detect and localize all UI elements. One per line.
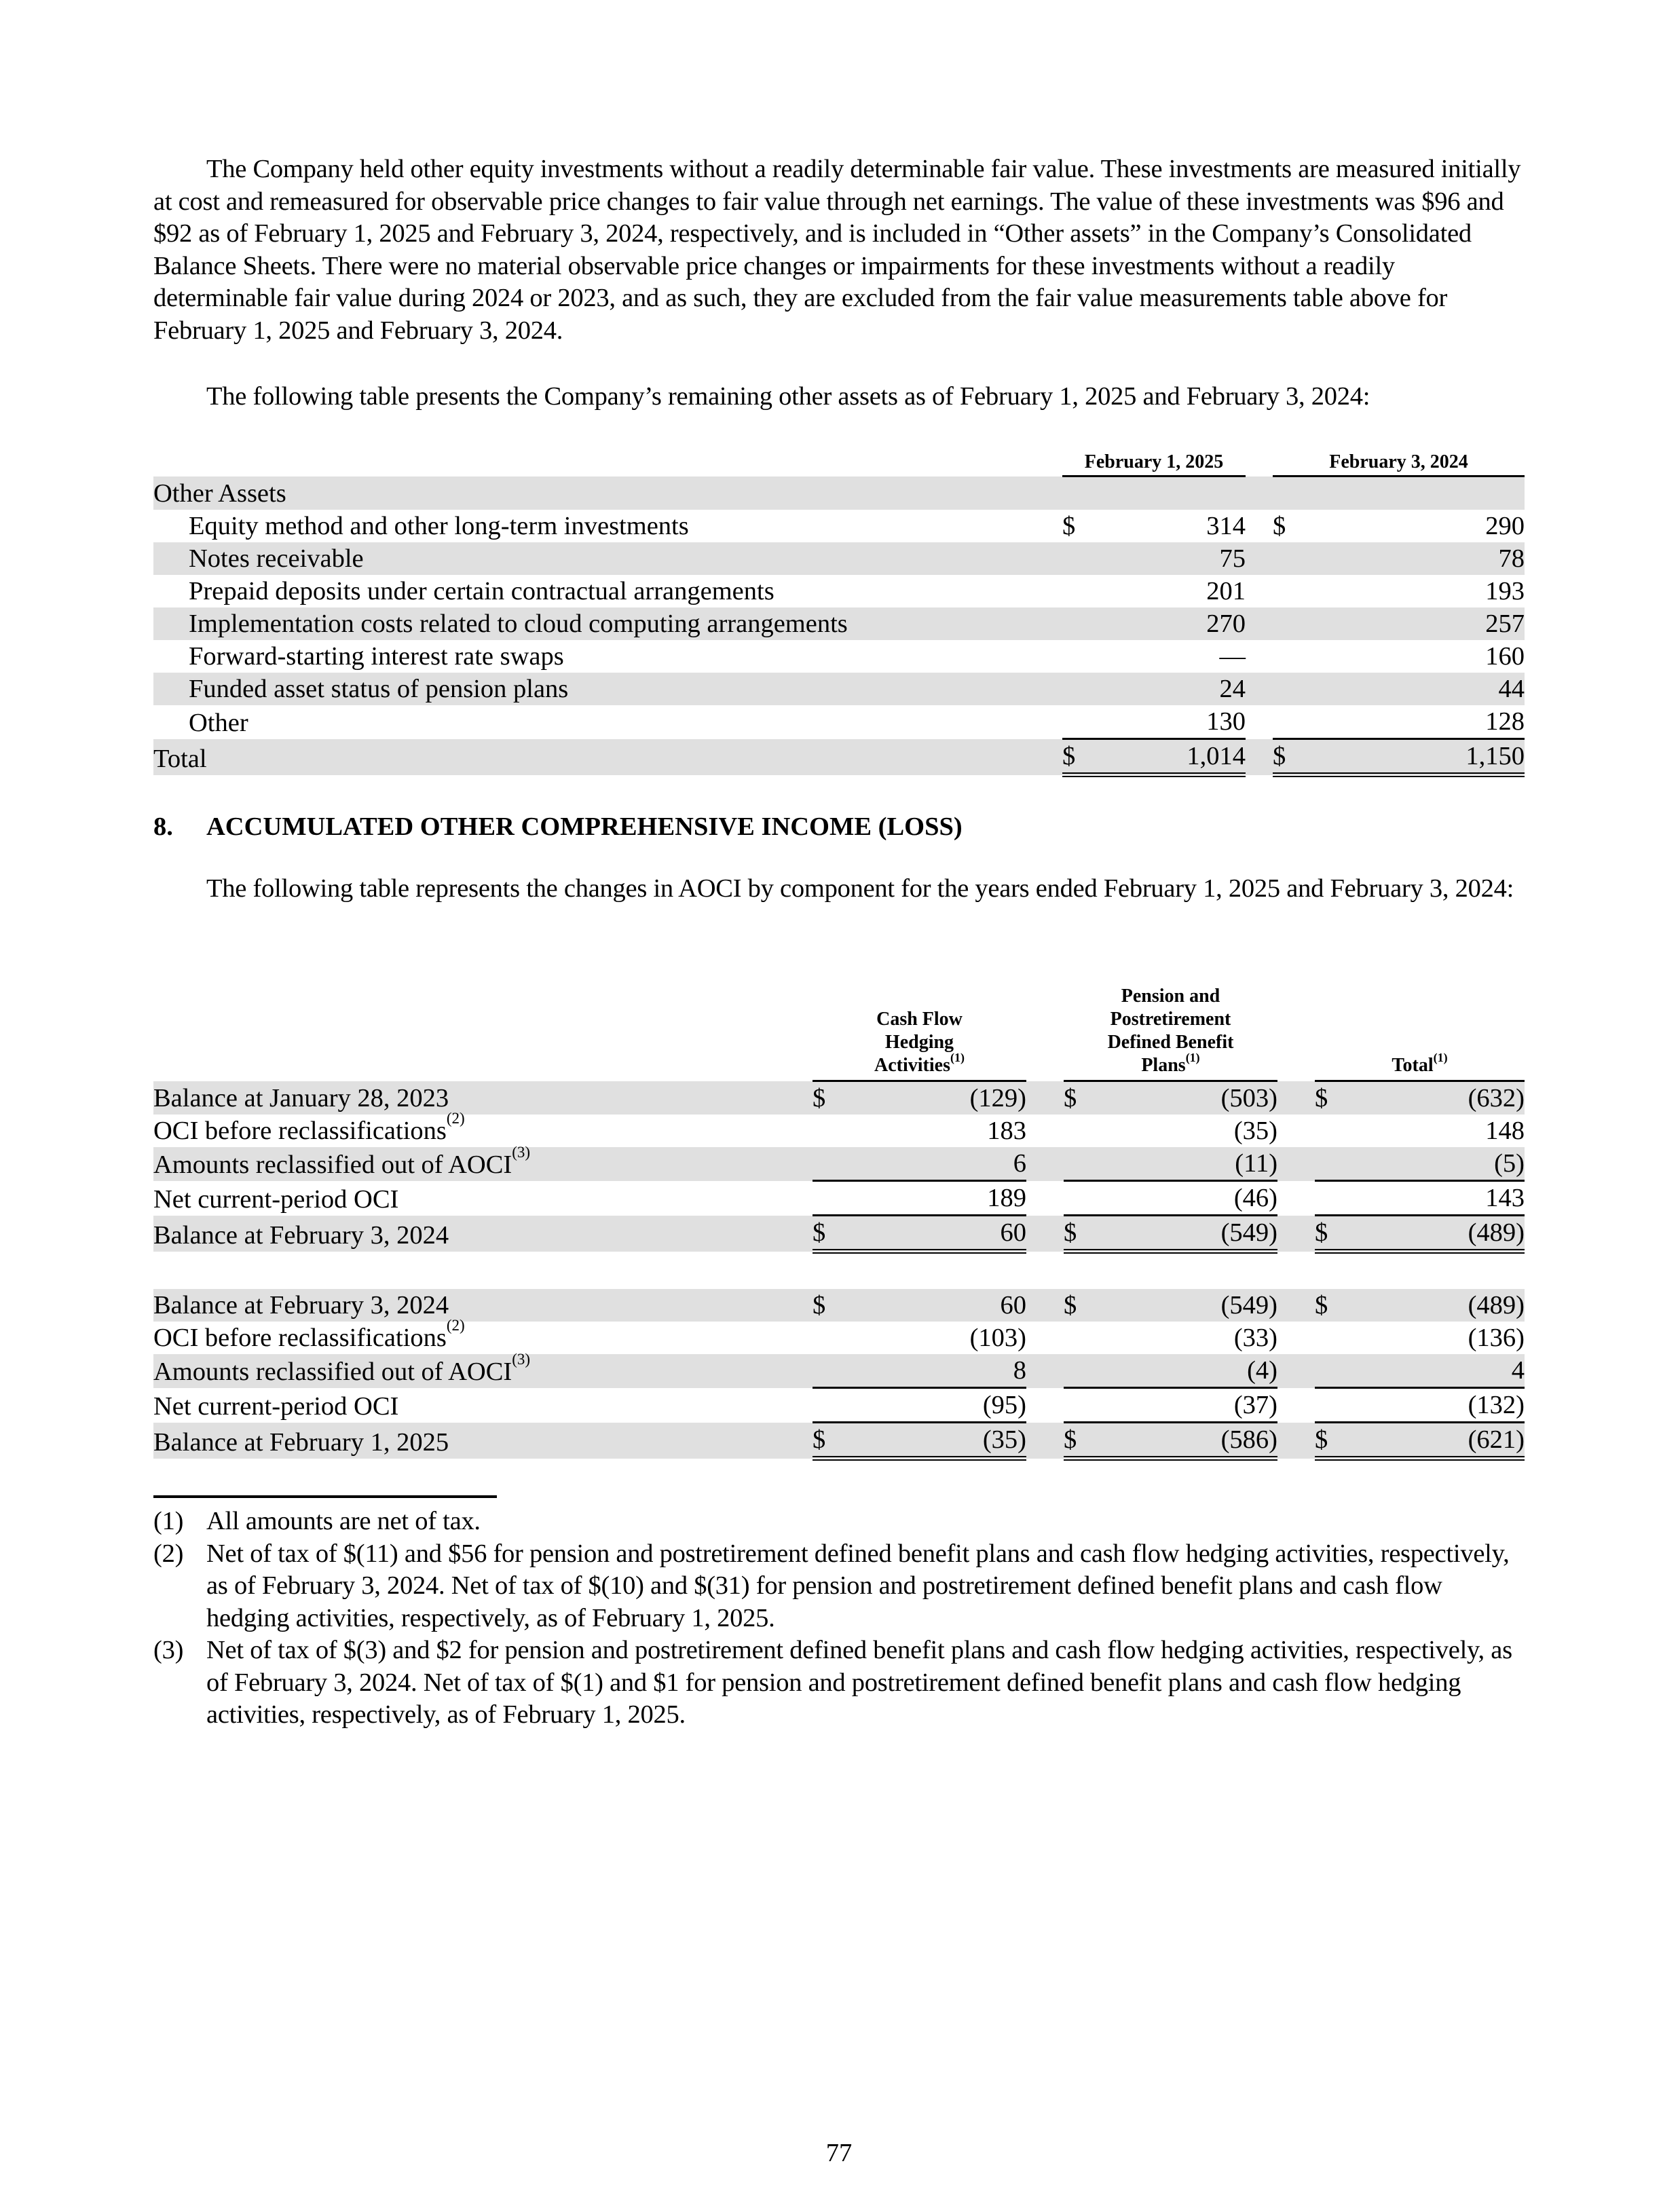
- gap-cell: [1277, 1322, 1315, 1354]
- group-row: [153, 476, 1525, 510]
- value-2025: 314: [1206, 512, 1246, 540]
- dollar-sign: $: [813, 1081, 833, 1115]
- superscript-note: (3): [512, 1143, 531, 1161]
- dollar-sign: [1273, 705, 1293, 739]
- value-cash-flow: 189: [833, 1181, 1026, 1216]
- footnote-text: Net of tax of $(11) and $56 for pension and postretirement defined benefit plans and cash flow hedging activities, respectively, as of February 3, 2024. Net of tax of $(10) and $(31) for pension and postretirement defined benefit plans and cash flow hedging activities, respectively, as of February 1, 2025.: [206, 1539, 1510, 1632]
- aoci-header-row: [153, 985, 1525, 1081]
- dollar-sign: $: [1315, 1423, 1335, 1459]
- value-total: (489): [1335, 1289, 1525, 1322]
- dollar-sign: [1315, 1181, 1335, 1216]
- value-2025: 24: [1083, 673, 1246, 705]
- value-2024: 160: [1485, 642, 1525, 671]
- value-pension: (549): [1084, 1216, 1277, 1252]
- superscript-note: (2): [446, 1110, 465, 1127]
- value-total: (632): [1335, 1081, 1525, 1115]
- value-cash-flow: 60: [833, 1216, 1026, 1252]
- dollar-sign: [1062, 640, 1083, 673]
- dollar-sign: [1062, 575, 1083, 607]
- gap-cell: [1026, 1322, 1064, 1354]
- dollar-sign: [1064, 1322, 1084, 1354]
- table-row: [153, 1289, 1525, 1322]
- footnote-marker: (3): [153, 1636, 184, 1664]
- row-label: Funded asset status of pension plans: [153, 673, 1062, 705]
- row-label: Net current-period OCI: [153, 1391, 399, 1421]
- gap-cell: [1277, 1289, 1315, 1322]
- table-row: [153, 607, 1525, 640]
- table-row: [153, 575, 1525, 607]
- table-row: [153, 1147, 1525, 1181]
- dollar-sign: [1062, 607, 1083, 640]
- dollar-sign: $: [1273, 739, 1293, 775]
- row-label: Balance at February 1, 2025: [153, 1423, 813, 1459]
- table-header-row: [153, 447, 1525, 476]
- value-pension: (503): [1084, 1081, 1277, 1115]
- superscript-note: (2): [446, 1317, 465, 1334]
- footnote-divider: [153, 1495, 497, 1498]
- other-assets-table: [153, 447, 1525, 777]
- value-total: (621): [1335, 1423, 1525, 1459]
- table-row: [153, 510, 1525, 542]
- dollar-sign: $: [1315, 1289, 1335, 1322]
- dollar-sign: [1273, 673, 1293, 705]
- dollar-sign: [813, 1388, 833, 1423]
- value-2025: 130: [1083, 705, 1246, 739]
- value-pension: (586): [1084, 1423, 1277, 1459]
- group-label: Other Assets: [153, 476, 1062, 510]
- row-label: Equity method and other long-term investments: [189, 512, 689, 540]
- gap-cell: [1246, 575, 1273, 607]
- dollar-sign: $: [1064, 1216, 1084, 1252]
- row-label: Forward-starting interest rate swaps: [189, 642, 564, 671]
- table-row: [153, 542, 1525, 575]
- dollar-sign: $: [1062, 512, 1076, 540]
- value-2024: 78: [1293, 542, 1525, 575]
- gap-cell: [1277, 1216, 1315, 1252]
- dollar-sign: [813, 1147, 833, 1181]
- table-row: [153, 640, 1525, 673]
- gap-cell: [1026, 1388, 1064, 1423]
- dollar-sign: [1062, 705, 1083, 739]
- value-2025: 75: [1083, 542, 1246, 575]
- value-cash-flow: 6: [833, 1147, 1026, 1181]
- gap-cell: [1026, 1115, 1064, 1147]
- col-header-cash-flow-hedging: Cash Flow Hedging Activities$^{(1)}$: [813, 985, 1026, 1081]
- row-label: OCI before reclassifications$^{(2)}$: [153, 1110, 465, 1145]
- dollar-sign: $: [1064, 1423, 1084, 1459]
- row-label: Other: [189, 708, 248, 737]
- value-pension: (11): [1084, 1147, 1277, 1181]
- table-row: [153, 1081, 1525, 1115]
- value-2025: 270: [1083, 607, 1246, 640]
- dollar-sign: $: [1064, 1289, 1084, 1322]
- dollar-sign: [1064, 1354, 1084, 1388]
- col-header-feb-2024: February 3, 2024: [1273, 447, 1525, 476]
- value-cash-flow: 60: [833, 1289, 1026, 1322]
- table-row: [153, 1181, 1525, 1216]
- row-label: Balance at February 3, 2024: [153, 1216, 813, 1252]
- footnote-marker: (1): [153, 1507, 184, 1535]
- dollar-sign: [1273, 640, 1293, 673]
- dollar-sign: [1064, 1388, 1084, 1423]
- dollar-sign: [813, 1354, 833, 1388]
- dollar-sign: [1064, 1115, 1084, 1147]
- row-label: Total: [153, 739, 1062, 775]
- dollar-sign: [1315, 1388, 1335, 1423]
- gap-cell: [1026, 1354, 1064, 1388]
- value-2025: 1,014: [1083, 739, 1246, 775]
- dollar-sign: [813, 1322, 833, 1354]
- value-cash-flow: (35): [833, 1423, 1026, 1459]
- value-2024: 290: [1485, 512, 1525, 540]
- intro-paragraph: The Company held other equity investments without a readily determinable fair value. These investments are measured initially at cost and remeasured for observable price changes to fair value through net earnings. The value of these investments was $96 and $92 as of February 1, 2025 and February 3, 2024, respectively, and is included in “Other assets” in the Company’s Consolidated Balance Sheets. There were no material observable price changes or impairments for these investments without a readily determinable fair value during 2024 or 2023, and as such, they are excluded from the fair value measurements table above for February 1, 2025 and February 3, 2024.: [153, 155, 1521, 345]
- col-header-total: Total$^{(1)}$: [1315, 985, 1525, 1081]
- table-row: [153, 1115, 1525, 1147]
- row-label: Prepaid deposits under certain contractual arrangements: [189, 577, 774, 605]
- value-total: (136): [1468, 1324, 1525, 1352]
- dollar-sign: [1064, 1181, 1084, 1216]
- value-pension: (549): [1084, 1289, 1277, 1322]
- footnote: [153, 1538, 1525, 1635]
- table-row: [153, 1322, 1525, 1354]
- dollar-sign: $: [1315, 1081, 1335, 1115]
- table-row: [153, 1423, 1525, 1459]
- gap-cell: [1277, 1388, 1315, 1423]
- col-header-pension-plans: Pension and Postretirement Defined Benefit Plans$^{(1)}$: [1064, 985, 1277, 1081]
- row-label: OCI before reclassifications$^{(2)}$: [153, 1317, 465, 1352]
- gap-cell: [1246, 673, 1273, 705]
- value-pension: (37): [1084, 1388, 1277, 1423]
- aoci-lead: The following table represents the changes in AOCI by component for the years ended February 1, 2025 and February 3, 2024:: [206, 874, 1514, 903]
- gap-cell: [1246, 705, 1273, 739]
- superscript-note: (1): [1185, 1051, 1200, 1064]
- value-pension: (46): [1084, 1181, 1277, 1216]
- dollar-sign: [813, 1181, 833, 1216]
- superscript-note: (1): [1433, 1051, 1448, 1064]
- footnotes: [153, 1505, 1525, 1732]
- row-label: Amounts reclassified out of AOCI$^{(3)}$: [153, 1147, 813, 1181]
- footnote-text: All amounts are net of tax.: [206, 1507, 481, 1535]
- row-label: Amounts reclassified out of AOCI$^{(3)}$: [153, 1354, 813, 1388]
- value-total: (5): [1335, 1147, 1525, 1181]
- section-heading: [153, 810, 963, 843]
- gap-cell: [1026, 1216, 1064, 1252]
- value-2024: 128: [1293, 705, 1525, 739]
- aoci-table: [153, 985, 1525, 1461]
- section-title: ACCUMULATED OTHER COMPREHENSIVE INCOME (LOSS): [206, 812, 963, 841]
- table-row: [153, 705, 1525, 739]
- value-2024: 1,150: [1293, 739, 1525, 775]
- value-total: (489): [1335, 1216, 1525, 1252]
- superscript-note: (1): [950, 1051, 965, 1064]
- value-2025: —: [1219, 642, 1246, 671]
- row-label: Balance at January 28, 2023: [153, 1081, 813, 1115]
- value-total: 148: [1485, 1117, 1525, 1145]
- gap-cell: [1277, 1081, 1315, 1115]
- gap-cell: [1246, 510, 1273, 542]
- dollar-sign: [1273, 542, 1293, 575]
- value-pension: (4): [1084, 1354, 1277, 1388]
- value-cash-flow: (95): [833, 1388, 1026, 1423]
- value-cash-flow: (103): [969, 1324, 1026, 1352]
- footnote: [153, 1634, 1525, 1732]
- table-row: [153, 1216, 1525, 1252]
- gap-cell: [1246, 607, 1273, 640]
- dollar-sign: [1064, 1147, 1084, 1181]
- gap-cell: [1277, 1115, 1315, 1147]
- value-pension: (35): [1233, 1117, 1278, 1145]
- dollar-sign: $: [1273, 512, 1286, 540]
- value-cash-flow: 183: [987, 1117, 1026, 1145]
- value-2025: 201: [1206, 577, 1246, 605]
- dollar-sign: $: [1064, 1081, 1084, 1115]
- value-total: (132): [1335, 1388, 1525, 1423]
- gap-cell: [1246, 542, 1273, 575]
- dollar-sign: [1062, 673, 1083, 705]
- dollar-sign: [1062, 542, 1083, 575]
- page-number: 77: [825, 2139, 853, 2167]
- gap-cell: [1026, 1423, 1064, 1459]
- dollar-sign: [1315, 1354, 1335, 1388]
- footnote-marker: (2): [153, 1539, 184, 1568]
- dollar-sign: [1273, 607, 1293, 640]
- total-row: [153, 739, 1525, 775]
- dollar-sign: $: [1315, 1216, 1335, 1252]
- gap-cell: [1277, 1423, 1315, 1459]
- gap-cell: [1246, 640, 1273, 673]
- table-row: [153, 673, 1525, 705]
- row-label: Net current-period OCI: [153, 1184, 399, 1214]
- gap-cell: [1026, 1081, 1064, 1115]
- gap-cell: [1277, 1354, 1315, 1388]
- table-row: [153, 1388, 1525, 1423]
- dollar-sign: [1315, 1322, 1335, 1354]
- footnote: [153, 1505, 1525, 1538]
- row-label: Notes receivable: [153, 542, 1062, 575]
- superscript-note: (3): [512, 1350, 531, 1368]
- gap-cell: [1277, 1181, 1315, 1216]
- dollar-sign: [813, 1115, 833, 1147]
- table-row: [153, 1354, 1525, 1388]
- value-cash-flow: (129): [833, 1081, 1026, 1115]
- value-2024: 44: [1293, 673, 1525, 705]
- value-pension: (33): [1233, 1324, 1278, 1352]
- col-header-feb-2025: February 1, 2025: [1062, 447, 1246, 476]
- gap-cell: [1026, 1181, 1064, 1216]
- gap-cell: [1277, 1147, 1315, 1181]
- dollar-sign: [1315, 1147, 1335, 1181]
- dollar-sign: $: [813, 1423, 833, 1459]
- value-total: 143: [1335, 1181, 1525, 1216]
- gap-cell: [1026, 1147, 1064, 1181]
- gap-cell: [1026, 1289, 1064, 1322]
- dollar-sign: [1273, 575, 1293, 607]
- other-assets-lead: The following table presents the Company’s remaining other assets as of February 1, 2025 and February 3, 2024:: [206, 382, 1370, 411]
- row-label: Balance at February 3, 2024: [153, 1289, 813, 1322]
- dollar-sign: $: [1062, 739, 1083, 775]
- value-total: 4: [1335, 1354, 1525, 1388]
- value-cash-flow: 8: [833, 1354, 1026, 1388]
- row-label: Implementation costs related to cloud computing arrangements: [153, 607, 1062, 640]
- value-2024: 257: [1293, 607, 1525, 640]
- section-number: 8.: [153, 812, 173, 841]
- value-2024: 193: [1485, 577, 1525, 605]
- footnote-text: Net of tax of $(3) and $2 for pension and postretirement defined benefit plans and cash flow hedging activities, respectively, as of February 3, 2024. Net of tax of $(1) and $1 for pension and postretirement defined benefit plans and cash flow hedging activities, respectively, as of February 1, 2025.: [206, 1636, 1512, 1729]
- dollar-sign: $: [813, 1216, 833, 1252]
- dollar-sign: [1315, 1115, 1335, 1147]
- dollar-sign: $: [813, 1289, 833, 1322]
